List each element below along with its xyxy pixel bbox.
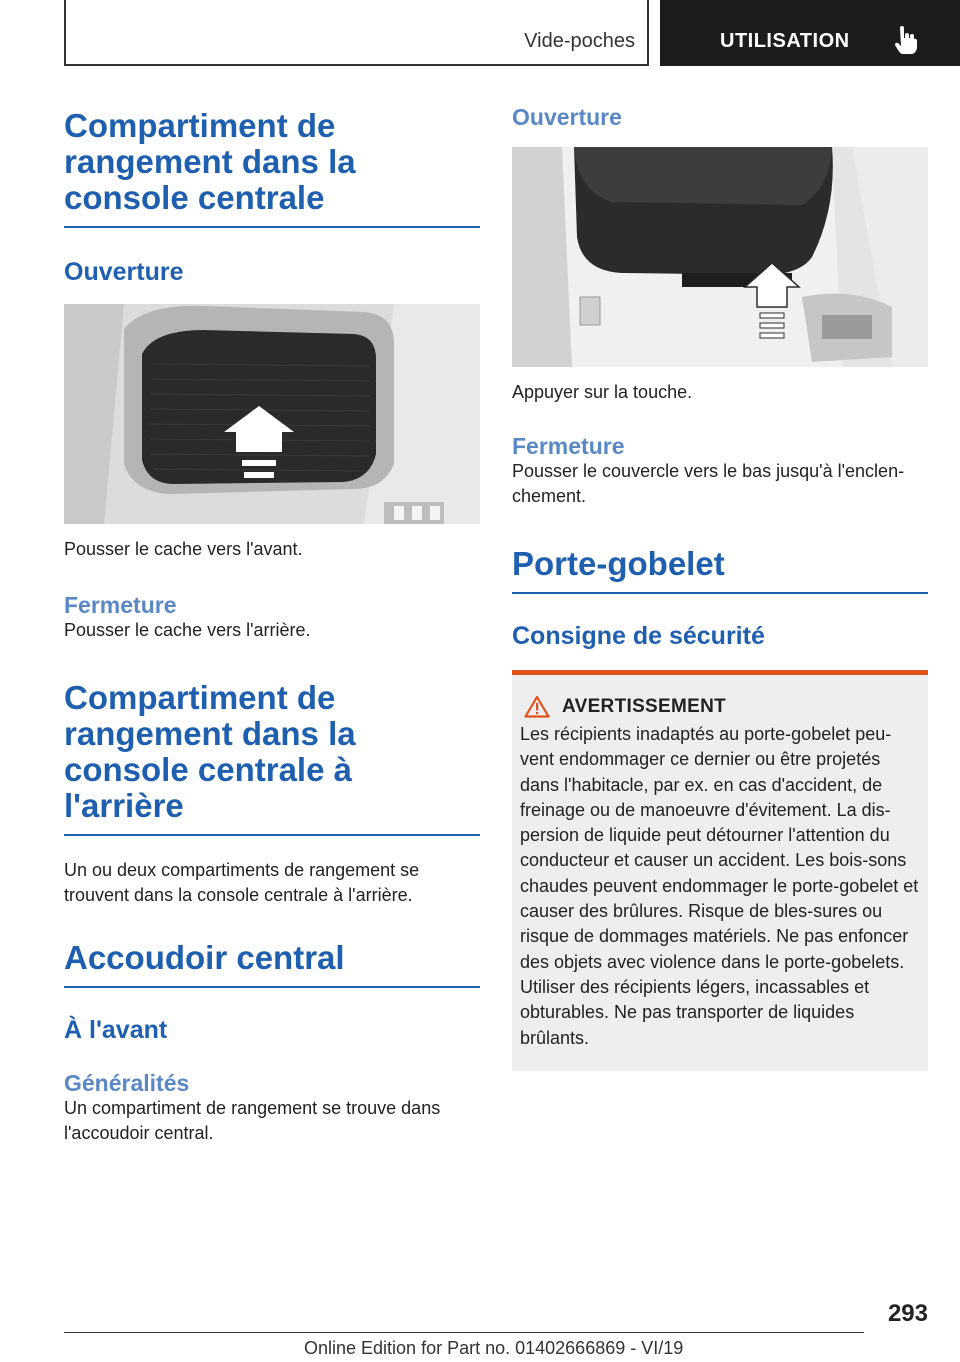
heading-opening: Ouverture	[512, 104, 622, 130]
opening-instruction: Appuyer sur la touche.	[512, 382, 693, 402]
footer-edition: Online Edition for Part no. 01402666869 - VI/19	[304, 1338, 684, 1358]
heading-rule	[64, 226, 480, 228]
page-number: 293	[887, 1300, 928, 1327]
heading-rule	[512, 592, 928, 594]
warning-box	[512, 670, 928, 1071]
console-cover-photo	[64, 304, 480, 524]
closing-instruction: Pousser le cache vers l'arrière.	[64, 620, 311, 640]
footer-rule	[64, 1332, 864, 1333]
heading-closing: Fermeture	[64, 592, 177, 618]
header-section-title: Vide-poches	[524, 30, 635, 52]
header-chapter-tab	[660, 0, 960, 66]
closing-instruction: Pousser le couvercle vers le bas jusqu'à l'enclen-chement.	[512, 461, 905, 506]
heading-rule	[64, 834, 480, 836]
opening-instruction: Pousser le cache vers l'avant.	[64, 539, 303, 559]
heading-closing: Fermeture	[512, 433, 625, 459]
warning-text: Les récipients inadaptés au porte-gobelet peu-vent endommager ce dernier ou être projetés dans l'habitacle, par ex. en cas d'accident, de freinage ou de manoeuvre d'évitement. La dis-persion de liquide peut détourner l'attention du conducteur et causer un accident. Les bois-sons chaudes peuvent endommager le porte-gobelet et causer des brûlures. Risque de bles-sures ou risque de dommages matériels. Ne pas enfoncer des objets avec violence dans le porte-gobelets. Utiliser des récipients légers, incassables et obturables. Ne pas transporter de liquides brûlants.	[520, 724, 919, 1048]
armrest-illustration	[512, 147, 928, 367]
heading-storage-rear: Compartiment de rangement dans la console centrale à l'arrière	[64, 679, 356, 824]
console-cover-illustration	[64, 304, 480, 524]
header-chapter-title: UTILISATION	[720, 30, 850, 52]
heading-safety: Consigne de sécurité	[512, 622, 765, 650]
warning-triangle-icon	[524, 695, 550, 718]
heading-front: À l'avant	[64, 1016, 168, 1044]
warning-title: AVERTISSEMENT	[562, 695, 727, 717]
general-text: Un compartiment de rangement se trouve dans l'accoudoir central.	[64, 1098, 441, 1143]
pointing-hand-icon	[894, 26, 918, 54]
armrest-photo	[512, 147, 928, 367]
warning-header	[520, 695, 920, 718]
heading-cupholder: Porte-gobelet	[512, 545, 725, 582]
heading-rule	[64, 986, 480, 988]
heading-opening: Ouverture	[64, 258, 184, 286]
heading-armrest: Accoudoir central	[64, 939, 345, 976]
header-section-tab	[64, 0, 649, 66]
right-column	[512, 100, 928, 1071]
heading-storage-front: Compartiment de rangement dans la console centrale	[64, 107, 356, 216]
left-column	[64, 100, 480, 1146]
heading-general: Généralités	[64, 1070, 190, 1096]
rear-storage-text: Un ou deux compartiments de rangement se trouvent dans la console centrale à l'arrière.	[64, 860, 420, 905]
